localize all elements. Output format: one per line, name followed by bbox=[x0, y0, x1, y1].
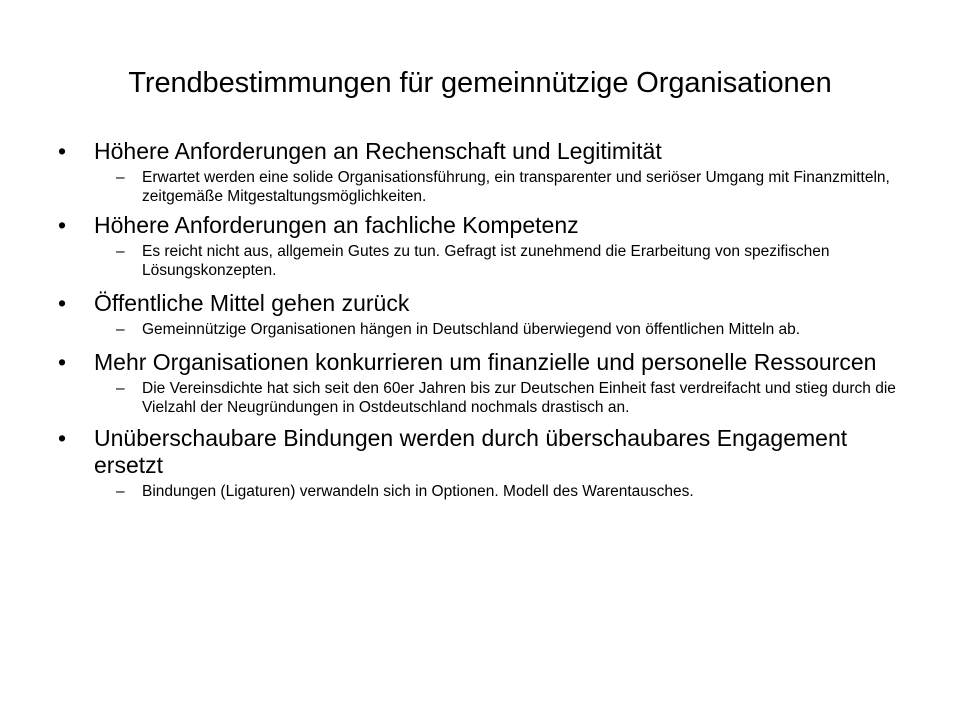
sub-bullet-text: Es reicht nicht aus, allgemein Gutes zu tun. Gefragt ist zunehmend die Erarbeitung von spezifischen Lösungskonzepten. bbox=[142, 243, 830, 279]
bullet-text: Höhere Anforderungen an Rechenschaft und Legitimität bbox=[94, 138, 662, 164]
sub-bullet-item bbox=[58, 482, 908, 501]
bullet-dot-icon: • bbox=[58, 349, 67, 375]
sub-bullet-item bbox=[58, 168, 908, 206]
sub-bullet-text: Bindungen (Ligaturen) verwandeln sich in Optionen. Modell des Warentausches. bbox=[142, 483, 694, 500]
dash-icon: – bbox=[116, 169, 125, 186]
bullet-dot-icon: • bbox=[58, 212, 67, 238]
bullet-text: Unüberschaubare Bindungen werden durch überschaubares Engagement ersetzt bbox=[94, 425, 848, 478]
sub-bullet-text: Erwartet werden eine solide Organisationsführung, ein transparenter und seriöser Umgang mit Finanzmitteln, zeitgemäße Mitgestaltungsmöglichkeiten. bbox=[142, 169, 890, 205]
bullet-item bbox=[58, 138, 908, 165]
bullet-item bbox=[58, 290, 908, 317]
bullet-item bbox=[58, 349, 908, 376]
sub-bullet-item bbox=[58, 320, 908, 339]
bullet-item bbox=[58, 212, 908, 239]
bullet-dot-icon: • bbox=[58, 425, 67, 451]
dash-icon: – bbox=[116, 321, 125, 338]
bullet-text: Öffentliche Mittel gehen zurück bbox=[94, 290, 410, 316]
dash-icon: – bbox=[116, 483, 125, 500]
sub-bullet-text: Die Vereinsdichte hat sich seit den 60er Jahren bis zur Deutschen Einheit fast verdreifacht und stieg durch die Vielzahl der Neugründungen in Ostdeutschland nochmals drastisch an. bbox=[142, 380, 896, 416]
dash-icon: – bbox=[116, 380, 125, 397]
bullet-item bbox=[58, 425, 908, 479]
sub-bullet-item bbox=[58, 242, 908, 280]
bullet-text: Höhere Anforderungen an fachliche Kompetenz bbox=[94, 212, 579, 238]
slide-title: Trendbestimmungen für gemeinnützige Organisationen bbox=[128, 67, 832, 99]
sub-bullet-text: Gemeinnützige Organisationen hängen in Deutschland überwiegend von öffentlichen Mitteln ab. bbox=[142, 321, 801, 338]
sub-bullet-item bbox=[58, 379, 908, 417]
dash-icon: – bbox=[116, 243, 125, 260]
bullet-dot-icon: • bbox=[58, 138, 67, 164]
bullet-list bbox=[58, 138, 908, 501]
bullet-dot-icon: • bbox=[58, 290, 67, 316]
bullet-text: Mehr Organisationen konkurrieren um finanzielle und personelle Ressourcen bbox=[94, 349, 877, 375]
